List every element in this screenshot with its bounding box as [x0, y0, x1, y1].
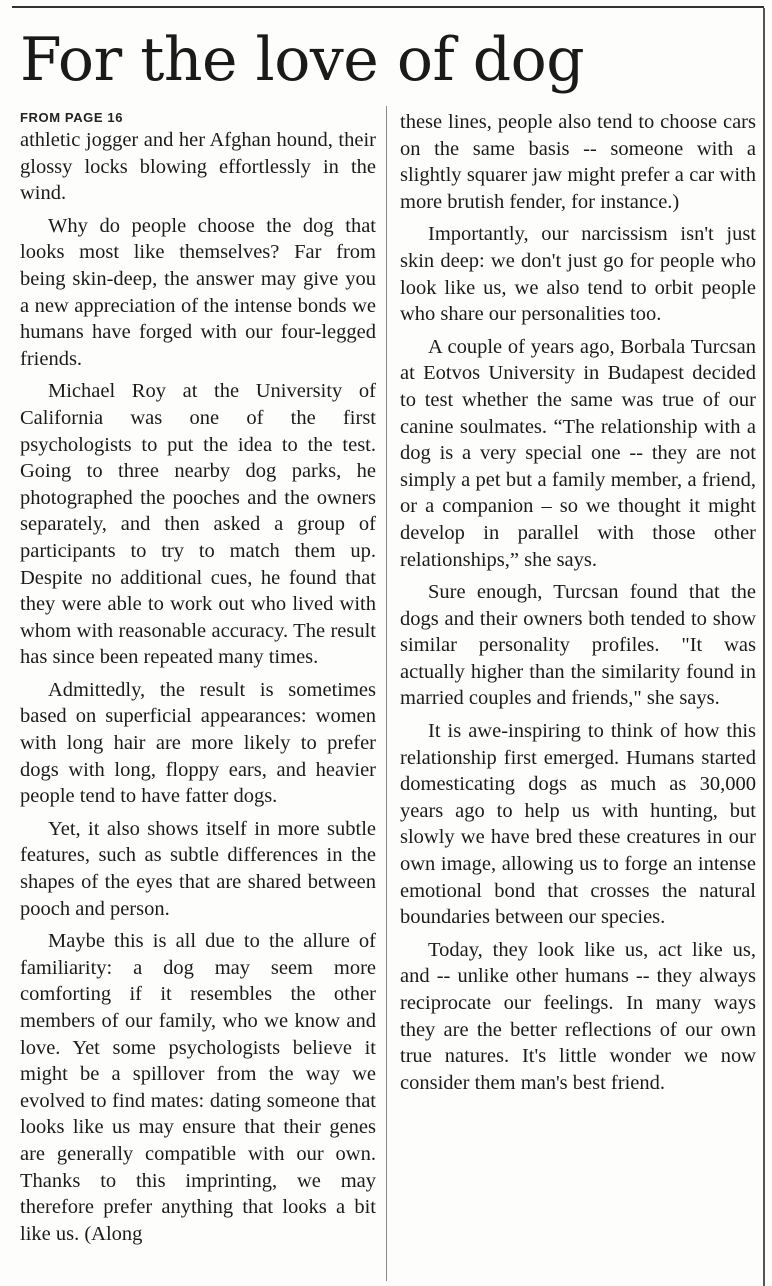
paragraph: Yet, it also shows itself in more subtle features, such as subtle differences in the shapes of the eyes that are shared between pooch and person. [20, 817, 376, 920]
article-column-right [400, 109, 756, 1096]
paragraph: Michael Roy at the University of California was one of the first psychologists to put the idea to the test. Going to three nearby dog parks, he photographed the pooches and the owners separately, and then asked a group of participants to try to match them up. Despite no additional cues, he found that they were able to work out who lived with whom with reasonable accuracy. The result has since been repeated many times. [20, 380, 376, 669]
headline: For the love of dog [20, 25, 585, 95]
paragraph: Sure enough, Turcsan found that the dogs and their owners both tended to show similar personality profiles. "It was actually higher than the similarity found in married couples and friends," she says. [400, 581, 756, 710]
paragraph: these lines, people also tend to choose cars on the same basis -- someone with a slightly squarer jaw might prefer a car with more brutish fender, for instance.) [400, 111, 756, 213]
paragraph: A couple of years ago, Borbala Turcsan at Eotvos University in Budapest decided to test whether the same was true of our canine soulmates. “The relationship with a dog is a very special one -- they are not simply a pet but a family member, a friend, or a companion – so we thought it might develop in parallel with those other relationships,” she says. [400, 335, 756, 571]
paragraph: Maybe this is all due to the allure of familiarity: a dog may seem more comforting if it resembles the other members of our family, who we know and love. Yet some psychologists believe it might be a spillover from the way we evolved to find mates: dating someone that looks like us may ensure that their genes are generally compatible with our own. Thanks to this imprinting, we may therefore prefer anything that looks a bit like us. (Along [20, 930, 376, 1245]
paragraph: It is awe-inspiring to think of how this relationship first emerged. Humans started domesticating dogs as much as 30,000 years ago to help us with hunting, but slowly we have bred these creatures in our own image, allowing us to forge an intense emotional bond that crosses the natural boundaries between our species. [400, 720, 756, 929]
page-edge-rule [763, 8, 765, 1286]
paragraph: Importantly, our narcissism isn't just skin deep: we don't just go for people who look like us, we also tend to orbit people who share our personalities too. [400, 223, 756, 326]
article-column-left [20, 109, 376, 1247]
continuation-label: FROM PAGE 16 [20, 110, 124, 125]
top-rule [12, 6, 764, 8]
column-divider [386, 106, 387, 1281]
paragraph: Today, they look like us, act like us, and -- unlike other humans -- they always reciprocate our feelings. In many ways they are the better reflections of our own true natures. It's little wonder we now consider them man's best friend. [400, 938, 756, 1094]
paragraph: Admittedly, the result is sometimes based on superficial appearances: women with long hair are more likely to prefer dogs with long, floppy ears, and heavier people tend to have fatter dogs. [20, 678, 376, 808]
paragraph: Why do people choose the dog that looks most like themselves? Far from being skin-deep, the answer may give you a new appreciation of the intense bonds we humans have forged with our four-legged friends. [20, 214, 376, 370]
paragraph: athletic jogger and her Afghan hound, their glossy locks blowing effortlessly in the wind. [20, 129, 376, 205]
